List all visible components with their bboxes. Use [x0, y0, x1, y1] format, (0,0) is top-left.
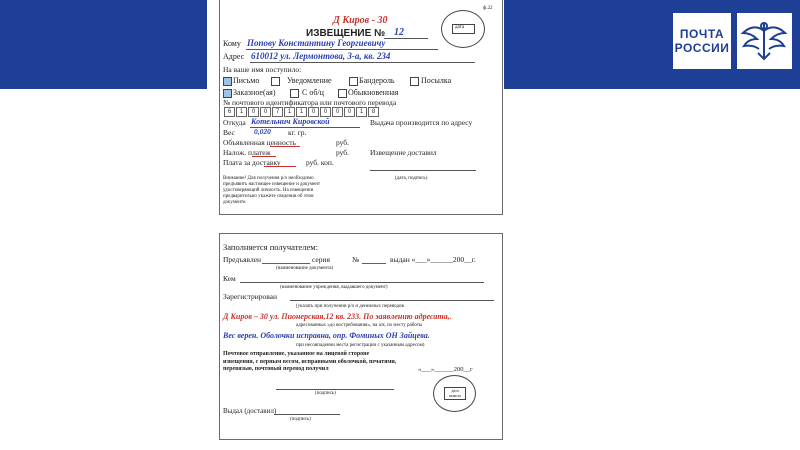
notice-title: ИЗВЕЩЕНИЕ № — [306, 28, 386, 39]
item-notification: Уведомление — [287, 76, 332, 85]
attention-note: Внимание! Для получения р/о необходимо предъявить настоящее извещение и документ удостоверяющий личность. На извещении предварительно укажите сведения об этом документе. — [223, 176, 321, 205]
issued-by-label: Выдал (доставил) — [223, 407, 277, 415]
delivery-fee-label: Плата за доставку — [223, 158, 281, 167]
handwritten-check-note: Вес верен. Оболочки исправна, опр. Фоминых ОН Зайцева. — [223, 331, 430, 340]
digit: 1 — [356, 107, 367, 117]
presented-label: Предъявлен — [223, 255, 262, 264]
from-label: Откуда — [223, 118, 246, 127]
checkbox-cod[interactable] — [290, 89, 299, 98]
weight-units: кг. гр. — [288, 128, 307, 137]
org-hint: (наименование учреждения, выдавшего документ) — [280, 285, 388, 290]
checkbox-parcel-post[interactable] — [349, 77, 358, 86]
digit: 0 — [344, 107, 355, 117]
number-sign: № — [352, 255, 360, 264]
item-registered: Заказное(ая) — [233, 88, 276, 97]
item-ordinary: Обыкновенная — [348, 88, 399, 97]
cod-label: Налож. платеж — [223, 148, 271, 157]
digit: 0 — [320, 107, 331, 117]
declared-value-label: Объявленная ценность — [223, 138, 296, 147]
checkbox-parcel[interactable] — [410, 77, 419, 86]
digit: 0 — [332, 107, 343, 117]
delivery-units: руб. коп. — [306, 158, 334, 167]
issued-date: выдан «___»______200__г. — [390, 255, 476, 264]
weight-label: Вес — [223, 128, 235, 137]
digit: 1 — [296, 107, 307, 117]
item-cod: С об/ц — [302, 88, 324, 97]
registration-hint: при несовпадении места регистрации с указанным адресом) — [296, 343, 425, 348]
registered-label: Зарегистрирован — [223, 292, 278, 301]
checkbox-letter[interactable] — [223, 77, 232, 86]
logo-line2: РОССИИ — [674, 41, 730, 55]
receipt-date: «___»______200__г — [418, 366, 473, 373]
delivered-by-label: Извещение доставил — [370, 148, 437, 157]
handwritten-address-line: Д Киров – 30 ул. Пионерская,12 кв. 233. По заявлению адресата,. — [223, 312, 452, 321]
address-label: Адрес — [223, 52, 245, 61]
pochta-rossii-logo — [673, 13, 731, 69]
received-statement: Почтовое отправление, указанное на лицевой стороне извещения, с верным весом, исправными оболочкой, печатями, перевязью, почтовый перевод получил — [223, 351, 397, 372]
checkbox-registered[interactable] — [223, 89, 232, 98]
checkbox-notification[interactable] — [271, 77, 280, 86]
declared-rub: руб. — [336, 138, 349, 147]
tracking-label: № почтового идентификатора или почтового перевода — [223, 98, 397, 107]
digit: 0 — [308, 107, 319, 117]
receipt-stamp-circle — [433, 375, 476, 412]
issue-note: Выдача производится по адресу — [370, 118, 473, 127]
item-parcel: Посылка — [421, 76, 452, 85]
form-number: ф.22 — [483, 6, 493, 11]
tracking-digits — [224, 107, 380, 117]
registered-hint: (указать при получении р/о и денежных переводов — [296, 304, 404, 309]
stamp-label-2: дата вывоза — [449, 388, 461, 398]
item-parcel-post: Бандероль — [359, 76, 395, 85]
recipient-fill-heading: Заполняется получателем: — [223, 242, 318, 252]
recipient-address: 610012 ул. Лермонтова, 3-а, кв. 234 — [251, 51, 391, 61]
eagle-emblem-icon — [737, 13, 792, 69]
address-hint: адресованных «до востребования», на а/я, по месту работы — [296, 323, 423, 328]
sender-place: Котельнич Кировской — [251, 117, 330, 126]
checkbox-ordinary[interactable] — [338, 89, 347, 98]
to-label: Кому — [223, 39, 241, 48]
digit: 6 — [224, 107, 235, 117]
recipient-name: Попову Константину Георгиевичу — [247, 38, 386, 48]
digit: 0 — [248, 107, 259, 117]
date-signature-hint: (дата, подпись) — [395, 176, 428, 181]
notice-number: 12 — [394, 27, 404, 38]
issued-by-org-label: Кем — [223, 274, 236, 283]
date-stamp-circle — [441, 10, 485, 48]
received-label: На ваше имя поступило: — [223, 65, 302, 74]
handwritten-post-office: Д Киров - 30 — [333, 15, 388, 26]
digit: 7 — [272, 107, 283, 117]
item-letter: Письмо — [233, 76, 260, 85]
digit: 1 — [236, 107, 247, 117]
digit: 1 — [284, 107, 295, 117]
series-label: серия — [312, 255, 330, 264]
doc-name-hint: (наименование документа) — [276, 266, 334, 271]
cod-rub: руб. — [336, 148, 349, 157]
signature-hint: (подпись) — [315, 391, 336, 396]
stamp-label: дата — [455, 25, 465, 30]
signature-hint-2: (подпись) — [290, 417, 311, 422]
digit: 0 — [260, 107, 271, 117]
weight-value: 0,020 — [254, 127, 271, 136]
logo-line1: ПОЧТА — [679, 27, 725, 41]
digit: 8 — [368, 107, 379, 117]
